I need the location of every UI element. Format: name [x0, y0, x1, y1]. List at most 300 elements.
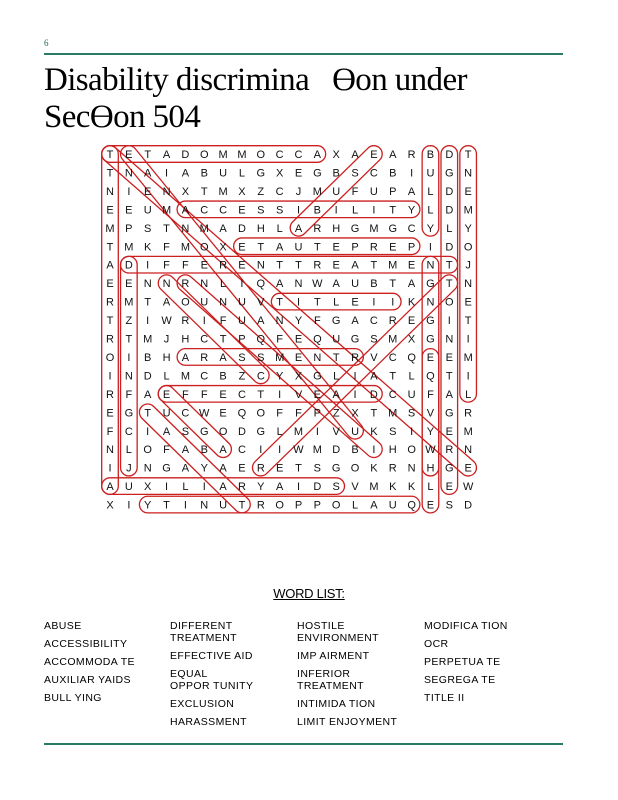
- grid-letter: I: [202, 315, 206, 328]
- grid-letter: U: [143, 204, 152, 217]
- grid-letter: X: [219, 241, 227, 254]
- found-word-loop: [155, 271, 273, 387]
- grid-letter: M: [124, 296, 134, 309]
- grid-letter: A: [389, 149, 397, 161]
- grid-letter: S: [370, 333, 378, 346]
- grid-letter: G: [426, 278, 435, 291]
- grid-letter: F: [182, 388, 189, 401]
- grid-letter: Q: [426, 370, 435, 383]
- grid-letter: M: [388, 407, 398, 420]
- grid-letter: M: [312, 444, 322, 457]
- grid-letter: A: [407, 278, 416, 291]
- grid-letter: M: [275, 351, 285, 364]
- grid-letter: W: [462, 481, 474, 494]
- grid-letter: M: [218, 185, 228, 198]
- grid-letter: T: [144, 296, 152, 309]
- grid-letter: M: [388, 333, 398, 346]
- grid-letter: I: [146, 259, 150, 272]
- grid-letter: E: [294, 167, 303, 180]
- grid-letter: I: [410, 167, 414, 180]
- grid-letter: C: [124, 425, 133, 438]
- grid-letter: D: [445, 185, 454, 198]
- grid-letter: L: [182, 481, 189, 494]
- word-list-item: ACCOMMODA TE: [44, 656, 135, 668]
- grid-letter: T: [106, 241, 114, 254]
- grid-letter: X: [332, 149, 340, 161]
- grid-letter: J: [295, 185, 302, 198]
- grid-letter: A: [332, 388, 340, 401]
- grid-letter: A: [181, 204, 190, 217]
- word-list-item: DIFFERENT TREATMENT: [170, 620, 237, 644]
- grid-letter: G: [162, 462, 171, 475]
- grid-letter: W: [312, 278, 323, 291]
- grid-letter: T: [200, 185, 208, 198]
- word-list-item: LIMIT ENJOYMENT: [297, 716, 398, 728]
- grid-letter: R: [106, 333, 114, 346]
- grid-letter: N: [407, 462, 416, 475]
- grid-letter: B: [332, 167, 340, 180]
- grid-letter: J: [163, 333, 170, 346]
- grid-letter: T: [464, 149, 472, 161]
- grid-letter: E: [162, 388, 171, 401]
- word-list-item: EXCLUSION: [170, 698, 235, 710]
- grid-letter: C: [369, 315, 378, 328]
- grid-letter: I: [428, 241, 432, 254]
- grid-letter: A: [407, 185, 416, 198]
- grid-letter: X: [294, 370, 303, 383]
- grid-letter: G: [445, 462, 454, 475]
- grid-letter: D: [369, 388, 378, 401]
- grid-letter: F: [276, 333, 284, 346]
- grid-letter: S: [407, 407, 416, 420]
- grid-letter: F: [163, 241, 170, 254]
- grid-letter: A: [219, 222, 227, 235]
- grid-letter: I: [259, 444, 263, 457]
- grid-letter: C: [407, 222, 416, 235]
- grid-letter: T: [219, 333, 227, 346]
- grid-letter: A: [219, 481, 227, 494]
- grid-letter: A: [219, 351, 227, 364]
- word-list-item: ACCESSIBILITY: [44, 638, 128, 650]
- grid-letter: Y: [407, 204, 416, 217]
- word-list-column-1: [44, 620, 135, 710]
- word-list-item: TITLE II: [424, 692, 465, 704]
- grid-letter: O: [445, 296, 454, 309]
- grid-letter: I: [410, 425, 414, 438]
- grid-letter: O: [199, 149, 209, 161]
- grid-letter: E: [106, 204, 114, 217]
- grid-letter: C: [275, 185, 284, 198]
- grid-letter: N: [124, 167, 133, 180]
- grid-letter: M: [388, 259, 398, 272]
- grid-letter: U: [388, 499, 397, 512]
- grid-letter: N: [313, 351, 322, 364]
- grid-letter: E: [238, 259, 246, 272]
- grid-letter: T: [389, 370, 397, 383]
- grid-letter: X: [351, 407, 359, 420]
- grid-letter: I: [315, 425, 319, 438]
- word-list-item: INTIMIDA TION: [297, 698, 376, 710]
- grid-letter: X: [275, 167, 284, 180]
- grid-letter: R: [313, 259, 322, 272]
- grid-letter: T: [276, 296, 284, 309]
- grid-letter: O: [275, 499, 284, 512]
- grid-letter: D: [332, 444, 341, 457]
- grid-letter: F: [182, 259, 189, 272]
- grid-letter: R: [407, 149, 416, 161]
- grid-letter: L: [163, 370, 170, 383]
- grid-letter: C: [181, 407, 190, 420]
- grid-letter: N: [162, 278, 171, 291]
- grid-letter: T: [445, 370, 453, 383]
- grid-letter: H: [181, 333, 190, 346]
- grid-letter: M: [463, 204, 473, 217]
- grid-letter: D: [464, 499, 473, 512]
- grid-letter: A: [275, 481, 284, 494]
- grid-letter: G: [426, 333, 435, 346]
- grid-letter: R: [445, 444, 454, 457]
- word-list-item: HARASSMENT: [170, 716, 247, 728]
- grid-letter: D: [143, 370, 152, 383]
- grid-letter: M: [180, 370, 190, 383]
- grid-letter: Q: [313, 333, 322, 346]
- grid-letter: A: [162, 296, 171, 309]
- grid-letter: N: [181, 222, 190, 235]
- grid-letter: A: [181, 462, 190, 475]
- grid-letter: I: [146, 315, 150, 328]
- grid-letter: P: [238, 333, 246, 346]
- grid-letter: E: [275, 462, 284, 475]
- grid-letter: T: [389, 278, 397, 291]
- grid-letter: F: [219, 315, 227, 328]
- grid-letter: R: [351, 351, 360, 364]
- grid-letter: D: [124, 259, 133, 272]
- grid-letter: U: [219, 167, 228, 180]
- grid-letter: G: [199, 425, 209, 438]
- grid-letter: B: [313, 204, 322, 217]
- grid-letter: A: [162, 425, 171, 438]
- grid-letter: I: [296, 296, 301, 309]
- grid-letter: E: [464, 462, 472, 475]
- grid-letter: I: [127, 499, 131, 512]
- grid-letter: T: [238, 499, 246, 512]
- grid-letter: R: [256, 499, 265, 512]
- grid-letter: I: [146, 425, 150, 438]
- grid-letter: A: [106, 259, 114, 272]
- grid-letter: Q: [256, 333, 266, 346]
- grid-letter: V: [332, 425, 340, 438]
- grid-letter: S: [257, 204, 265, 217]
- grid-letter: I: [183, 499, 187, 512]
- grid-letter: S: [389, 425, 397, 438]
- word-list-item: HOSTILE ENVIRONMENT: [297, 620, 379, 644]
- grid-letter: E: [294, 351, 303, 364]
- grid-letter: I: [372, 296, 376, 309]
- grid-letter: H: [332, 222, 341, 235]
- grid-letter: P: [313, 499, 322, 512]
- grid-letter: E: [426, 499, 435, 512]
- word-list-item: INFERIOR TREATMENT: [297, 668, 364, 692]
- grid-letter: A: [445, 388, 453, 401]
- grid-letter: T: [276, 259, 284, 272]
- grid-letter: S: [238, 351, 246, 364]
- grid-letter: Q: [237, 407, 247, 420]
- grid-letter: I: [391, 296, 395, 309]
- grid-letter: E: [389, 241, 397, 254]
- grid-letter: F: [163, 259, 170, 272]
- grid-letter: U: [237, 296, 246, 309]
- grid-letter: S: [445, 499, 453, 512]
- grid-letter: B: [351, 444, 359, 457]
- grid-letter: R: [181, 315, 190, 328]
- grid-letter: U: [407, 388, 416, 401]
- grid-letter: N: [275, 315, 284, 328]
- word-list-item: ABUSE: [44, 620, 82, 632]
- grid-letter: T: [389, 204, 397, 217]
- grid-letter: P: [407, 241, 416, 254]
- grid-letter: G: [445, 167, 454, 180]
- grid-letter: U: [426, 167, 435, 180]
- grid-letter: C: [256, 370, 265, 383]
- grid-letter: E: [238, 204, 246, 217]
- grid-letter: I: [296, 481, 301, 494]
- grid-letter: I: [165, 167, 169, 180]
- grid-letter: Y: [257, 481, 265, 494]
- grid-letter: I: [165, 481, 169, 494]
- grid-letter: S: [351, 167, 359, 180]
- grid-letter: C: [369, 167, 378, 180]
- grid-letter: V: [351, 481, 359, 494]
- grid-letter: L: [427, 204, 434, 217]
- grid-letter: J: [465, 259, 471, 272]
- grid-letter: K: [144, 241, 152, 254]
- grid-letter: O: [407, 444, 416, 457]
- grid-letter: T: [332, 351, 340, 364]
- grid-letter: A: [181, 444, 190, 457]
- grid-letter: T: [295, 259, 302, 272]
- grid-letter: O: [181, 296, 190, 309]
- grid-letter: E: [125, 149, 133, 161]
- grid-letter: K: [389, 481, 397, 494]
- grid-letter: K: [370, 462, 378, 475]
- grid-letter: O: [143, 444, 152, 457]
- grid-letter: E: [370, 149, 378, 161]
- grid-letter: O: [331, 499, 341, 512]
- grid-letter: I: [372, 444, 376, 457]
- grid-letter: F: [200, 388, 208, 401]
- grid-letter: S: [144, 222, 152, 235]
- grid-letter: I: [447, 315, 451, 328]
- grid-letter: F: [125, 388, 133, 401]
- word-list-item: BULL YING: [44, 692, 102, 704]
- grid-letter: C: [237, 388, 246, 401]
- grid-letter: M: [218, 149, 228, 161]
- grid-letter: X: [407, 333, 416, 346]
- grid-letter: M: [237, 149, 247, 161]
- grid-letter: C: [237, 444, 246, 457]
- grid-letter: Y: [426, 222, 435, 235]
- grid-letter: L: [351, 204, 359, 217]
- grid-letter: A: [275, 278, 284, 291]
- grid-letter: A: [144, 167, 152, 180]
- word-list-item: EQUAL OPPOR TUNITY: [170, 668, 254, 692]
- grid-letter: E: [219, 407, 227, 420]
- word-list-item: OCR: [424, 638, 449, 650]
- grid-letter: E: [238, 241, 246, 254]
- grid-letter: G: [331, 462, 341, 475]
- grid-letter: H: [162, 351, 171, 364]
- grid-letter: R: [313, 222, 322, 235]
- word-list-item: IMP AIRMENT: [297, 650, 370, 662]
- grid-letter: T: [313, 296, 321, 309]
- grid-letter: A: [351, 259, 359, 272]
- grid-letter: G: [350, 222, 360, 235]
- grid-letter: W: [293, 444, 304, 457]
- grid-letter: W: [425, 444, 436, 457]
- grid-letter: F: [351, 185, 359, 198]
- grid-letter: M: [180, 241, 190, 254]
- grid-letter: I: [353, 388, 357, 401]
- grid-letter: L: [276, 222, 283, 235]
- grid-letter: B: [219, 370, 227, 383]
- grid-letter: R: [219, 259, 228, 272]
- grid-letter: T: [106, 315, 114, 328]
- grid-letter: E: [407, 315, 416, 328]
- grid-letter: G: [313, 167, 322, 180]
- grid-letter: T: [370, 259, 378, 272]
- grid-letter: Y: [464, 222, 472, 235]
- grid-letter: E: [407, 259, 416, 272]
- grid-letter: M: [199, 222, 209, 235]
- grid-letter: F: [427, 388, 434, 401]
- grid-letter: X: [106, 499, 114, 512]
- grid-letter: B: [200, 444, 208, 457]
- grid-letter: C: [388, 388, 397, 401]
- grid-letter: Q: [407, 351, 416, 364]
- grid-letter: O: [350, 462, 360, 475]
- grid-letter: G: [256, 425, 266, 438]
- grid-letter: Z: [332, 407, 340, 420]
- grid-letter: E: [238, 462, 246, 475]
- grid-letter: N: [106, 185, 114, 198]
- grid-letter: G: [445, 407, 454, 420]
- grid-letter: E: [106, 278, 114, 291]
- grid-letter: G: [313, 370, 322, 383]
- grid-letter: T: [257, 388, 265, 401]
- grid-letter: M: [293, 425, 304, 438]
- found-word-loop: [136, 401, 254, 517]
- grid-letter: F: [163, 444, 170, 457]
- grid-letter: M: [105, 222, 115, 235]
- grid-letter: Z: [257, 185, 265, 198]
- word-list-column-3: [297, 620, 397, 734]
- grid-letter: I: [108, 462, 112, 475]
- grid-letter: N: [426, 296, 435, 309]
- grid-letter: N: [124, 370, 133, 383]
- title-line-2: Secϴon 504: [44, 99, 201, 135]
- grid-letter: X: [238, 185, 246, 198]
- grid-letter: E: [125, 204, 133, 217]
- grid-letter: N: [143, 278, 152, 291]
- title-line-1: Disability discrimina ϴon under: [44, 62, 467, 98]
- grid-letter: U: [219, 499, 228, 512]
- grid-letter: E: [219, 388, 227, 401]
- grid-letter: R: [106, 388, 114, 401]
- grid-letter: F: [313, 315, 321, 328]
- grid-letter: D: [237, 222, 246, 235]
- grid-letter: T: [295, 462, 302, 475]
- grid-letter: V: [294, 388, 303, 401]
- grid-letter: M: [312, 185, 322, 198]
- grid-letter: U: [351, 278, 360, 291]
- grid-letter: P: [313, 407, 322, 420]
- grid-letter: L: [408, 370, 415, 383]
- grid-letter: N: [162, 185, 171, 198]
- grid-letter: F: [276, 407, 284, 420]
- grid-letter: B: [144, 351, 152, 364]
- grid-letter: S: [313, 462, 322, 475]
- grid-letter: N: [464, 444, 473, 457]
- grid-letter: C: [294, 149, 303, 161]
- grid-letter: X: [181, 185, 190, 198]
- grid-letter: N: [143, 462, 152, 475]
- grid-letter: W: [199, 407, 210, 420]
- grid-letter: F: [106, 425, 114, 438]
- grid-letter: B: [426, 149, 435, 161]
- grid-letter: A: [144, 388, 152, 401]
- grid-letter: D: [445, 149, 454, 161]
- grid-letter: I: [127, 351, 131, 364]
- grid-letter: N: [106, 444, 114, 457]
- grid-letter: A: [370, 499, 378, 512]
- grid-letter: L: [465, 388, 472, 401]
- grid-letter: L: [333, 296, 340, 309]
- grid-letter: B: [370, 278, 378, 291]
- grid-letter: S: [257, 351, 265, 364]
- grid-letter: I: [353, 370, 357, 383]
- grid-letter: C: [275, 149, 284, 161]
- grid-letter: V: [370, 351, 378, 364]
- grid-letter: Q: [407, 499, 416, 512]
- grid-letter: M: [369, 222, 379, 235]
- word-list-item: AUXILIAR YAIDS: [44, 674, 131, 686]
- grid-letter: G: [426, 315, 435, 328]
- grid-letter: T: [125, 333, 133, 346]
- grid-letter: N: [445, 333, 454, 346]
- grid-letter: U: [351, 425, 360, 438]
- grid-letter: A: [294, 222, 303, 235]
- grid-letter: L: [276, 425, 283, 438]
- grid-letter: H: [256, 222, 265, 235]
- grid-letter: Y: [144, 499, 152, 512]
- grid-letter: N: [464, 167, 473, 180]
- grid-letter: T: [144, 407, 152, 420]
- grid-letter: I: [127, 185, 131, 198]
- grid-letter: A: [370, 370, 378, 383]
- grid-letter: M: [463, 351, 473, 364]
- word-list-item: PERPETUA TE: [424, 656, 501, 668]
- grid-letter: T: [445, 259, 453, 272]
- grid-letter: A: [313, 149, 322, 161]
- grid-letter: E: [125, 278, 133, 291]
- grid-letter: I: [334, 204, 338, 217]
- grid-letter: Y: [294, 315, 303, 328]
- grid-letter: C: [200, 370, 209, 383]
- grid-letter: L: [125, 444, 132, 457]
- grid-letter: I: [466, 370, 470, 383]
- grid-letter: Z: [238, 370, 246, 383]
- grid-letter: Y: [426, 425, 435, 438]
